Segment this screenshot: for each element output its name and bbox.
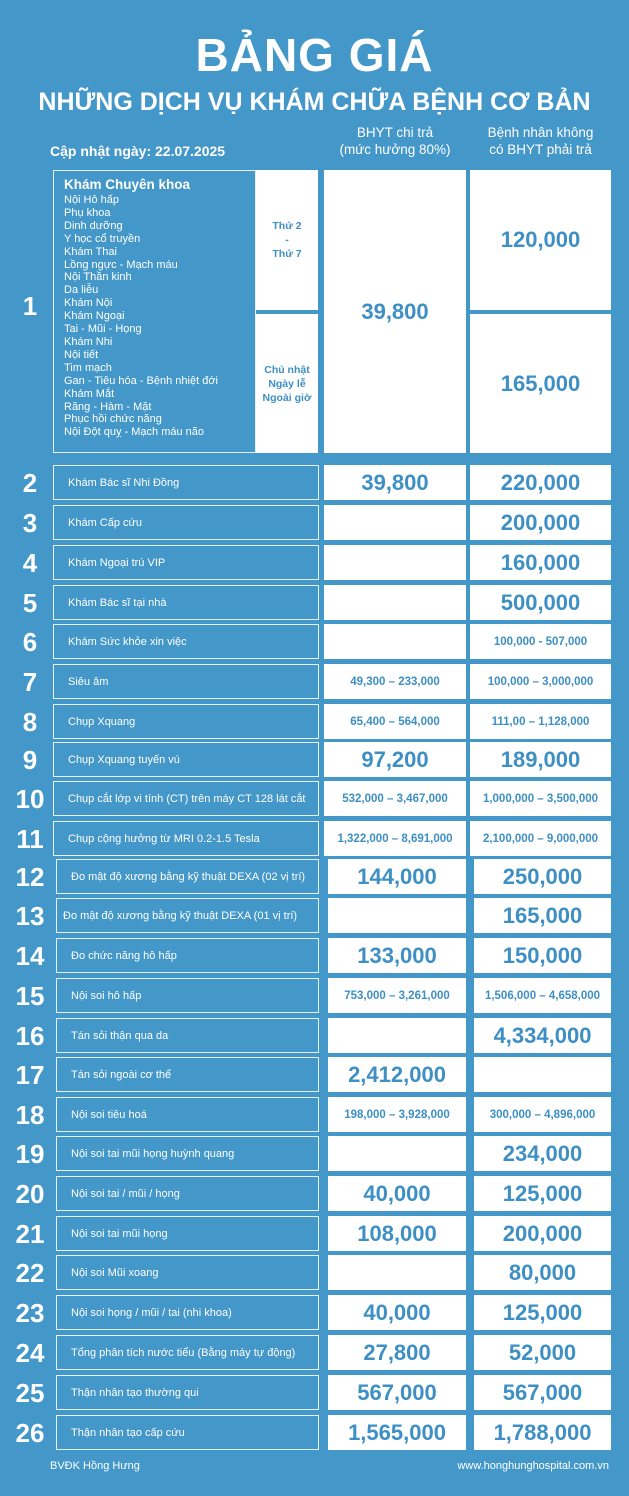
service-label: Nội soi Mũi xoang [56, 1255, 319, 1290]
weekday-label: Thứ 2 - Thứ 7 [256, 170, 318, 310]
price-cell: 1,506,000 – 4,658,000 [474, 978, 611, 1013]
price-cell-weekend: 165,000 [470, 314, 611, 453]
price-cell: 500,000 [470, 585, 611, 620]
service-label: Chụp Xquang [53, 704, 319, 739]
bhyt-cell: 39,800 [324, 170, 466, 453]
price-cell: 200,000 [474, 1216, 611, 1251]
service-label: Khám Ngoại trú VIP [53, 545, 319, 580]
price-cell: 100,000 – 3,000,000 [470, 664, 611, 699]
page-title: BẢNG GIÁ [195, 29, 434, 81]
row-number: 23 [15, 1298, 45, 1328]
price-cell: 125,000 [474, 1295, 611, 1330]
column-header-no-bhyt: Bệnh nhân không có BHYT phải trả [487, 125, 594, 157]
service-label: Nội soi tai mũi họng huỳnh quang [56, 1136, 319, 1171]
bhyt-cell [324, 545, 466, 580]
service-label: Chụp Xquang tuyến vú [53, 742, 319, 777]
row-number: 16 [15, 1021, 45, 1051]
bhyt-cell: 40,000 [328, 1295, 466, 1330]
price-cell: 111,00 – 1,128,000 [470, 704, 611, 739]
service-label: Chụp cắt lớp vi tính (CT) trên máy CT 128 lát cắt [53, 781, 319, 816]
row-number: 6 [22, 627, 38, 657]
row-number: 7 [22, 667, 38, 697]
row-number: 20 [15, 1179, 45, 1209]
price-cell: 220,000 [470, 465, 611, 500]
bhyt-cell: 39,800 [324, 465, 466, 500]
service-label: Nội soi họng / mũi / tai (nhi khoa) [56, 1295, 319, 1330]
service-label: Nội soi tai / mũi / họng [56, 1176, 319, 1211]
price-cell: 300,000 – 4,896,000 [474, 1097, 611, 1132]
row-number: 4 [22, 548, 38, 578]
price-cell: 234,000 [474, 1136, 611, 1171]
price-cell: 567,000 [474, 1375, 611, 1410]
row-number: 22 [15, 1258, 45, 1288]
weekend-label: Chủ nhật Ngày lễ Ngoài giờ [256, 314, 318, 453]
service-label: Khám Bác sĩ Nhi Đồng [53, 465, 319, 500]
service-label: Đo mật độ xương bằng kỹ thuật DEXA (01 vị trí) [56, 898, 319, 933]
bhyt-cell: 198,000 – 3,928,000 [328, 1097, 466, 1132]
row-number: 17 [15, 1060, 45, 1090]
price-cell: 250,000 [474, 859, 611, 894]
price-cell-weekday: 120,000 [470, 170, 611, 310]
bhyt-cell: 532,000 – 3,467,000 [324, 781, 466, 816]
bhyt-cell: 108,000 [328, 1216, 466, 1251]
row-number: 26 [15, 1418, 45, 1448]
bhyt-cell [324, 585, 466, 620]
row-number: 25 [15, 1378, 45, 1408]
specialty-heading: Khám Chuyên khoa [64, 177, 191, 192]
service-label: Nội soi tiêu hoá [56, 1097, 319, 1132]
row-number: 3 [22, 508, 38, 538]
price-cell: 150,000 [474, 938, 611, 973]
price-cell: 80,000 [474, 1255, 611, 1290]
service-label: Đo chức năng hô hấp [56, 938, 319, 973]
service-label: Nội soi hô hấp [56, 978, 319, 1013]
bhyt-cell: 567,000 [328, 1375, 466, 1410]
price-cell: 2,100,000 – 9,000,000 [470, 821, 611, 856]
service-label: Thận nhân tạo thường qui [56, 1375, 319, 1410]
footer-hospital: BVĐK Hồng Hưng [50, 1460, 140, 1472]
row-number: 1 [22, 291, 38, 321]
bhyt-cell: 97,200 [324, 742, 466, 777]
price-cell: 52,000 [474, 1335, 611, 1370]
bhyt-cell: 65,400 – 564,000 [324, 704, 466, 739]
row-number: 19 [15, 1139, 45, 1169]
service-label: Khám Sức khỏe xin việc [53, 624, 319, 659]
bhyt-cell [328, 898, 466, 933]
bhyt-cell: 1,565,000 [328, 1415, 466, 1450]
bhyt-cell: 49,300 – 233,000 [324, 664, 466, 699]
bhyt-cell [328, 1255, 466, 1290]
bhyt-cell [324, 624, 466, 659]
row-number: 11 [16, 824, 44, 854]
page-subtitle: NHỮNG DỊCH VỤ KHÁM CHỮA BỆNH CƠ BẢN [38, 88, 591, 116]
price-cell: 125,000 [474, 1176, 611, 1211]
row-number: 8 [22, 707, 38, 737]
service-label: Tán sỏi ngoài cơ thể [56, 1057, 319, 1092]
specialty-list: Khám Chuyên khoa Nội Hô hấp Phụ khoa Dinh dưỡng Y học cổ truyền Khám Thai Lồng ngực - Mạch máu Nội Thần kinh Da liễu Khám Nội Khám Ngoại Tai - Mũi - Họng Khám Nhi Nội tiết Tim mạch Gan - Tiêu hóa - Bệnh nhiệt đới Khám Mắt Răng - Hàm - Mặt Phục hồi chức năng Nội Đột quỵ - Mạch máu não [53, 170, 256, 453]
bhyt-cell: 753,000 – 3,261,000 [328, 978, 466, 1013]
bhyt-cell: 144,000 [328, 859, 466, 894]
footer-website[interactable]: www.honghunghospital.com.vn [457, 1460, 609, 1472]
row-number: 14 [15, 941, 45, 971]
row-number: 9 [22, 745, 38, 775]
service-label: Chụp cộng hưởng từ MRI 0.2-1.5 Tesla [53, 821, 319, 856]
price-cell: 200,000 [470, 505, 611, 540]
row-number: 12 [15, 862, 45, 892]
bhyt-cell: 133,000 [328, 938, 466, 973]
price-cell: 100,000 - 507,000 [470, 624, 611, 659]
row-number: 21 [15, 1219, 45, 1249]
service-label: Tổng phân tích nước tiểu (Bằng máy tự động) [56, 1335, 319, 1370]
row-number: 10 [15, 784, 45, 814]
bhyt-cell [328, 1136, 466, 1171]
service-label: Tán sỏi thận qua da [56, 1018, 319, 1053]
bhyt-cell [328, 1018, 466, 1053]
bhyt-cell: 27,800 [328, 1335, 466, 1370]
service-label: Thận nhân tạo cấp cứu [56, 1415, 319, 1450]
price-cell: 4,334,000 [474, 1018, 611, 1053]
update-date: Cập nhật ngày: 22.07.2025 [50, 143, 226, 159]
row-number: 15 [15, 981, 45, 1011]
row-number: 24 [15, 1338, 45, 1368]
row-number: 2 [22, 468, 38, 498]
row-number: 18 [15, 1100, 45, 1130]
bhyt-cell: 40,000 [328, 1176, 466, 1211]
service-label: Nội soi tai mũi họng [56, 1216, 319, 1251]
price-cell: 160,000 [470, 545, 611, 580]
price-cell: 189,000 [470, 742, 611, 777]
price-cell [474, 1057, 611, 1092]
price-cell: 165,000 [474, 898, 611, 933]
price-cell: 1,788,000 [474, 1415, 611, 1450]
row-number: 5 [22, 588, 38, 618]
bhyt-cell: 2,412,000 [328, 1057, 466, 1092]
bhyt-cell: 1,322,000 – 8,691,000 [324, 821, 466, 856]
price-cell: 1,000,000 – 3,500,000 [470, 781, 611, 816]
bhyt-cell [324, 505, 466, 540]
service-label: Khám Bác sĩ tại nhà [53, 585, 319, 620]
row-number: 13 [15, 901, 45, 931]
service-label: Khám Cấp cứu [53, 505, 319, 540]
service-label: Đo mật độ xương bằng kỹ thuật DEXA (02 vị trí) [56, 859, 319, 894]
service-label: Siêu âm [53, 664, 319, 699]
column-header-bhyt: BHYT chi trả (mức hưởng 80%) [339, 125, 451, 157]
